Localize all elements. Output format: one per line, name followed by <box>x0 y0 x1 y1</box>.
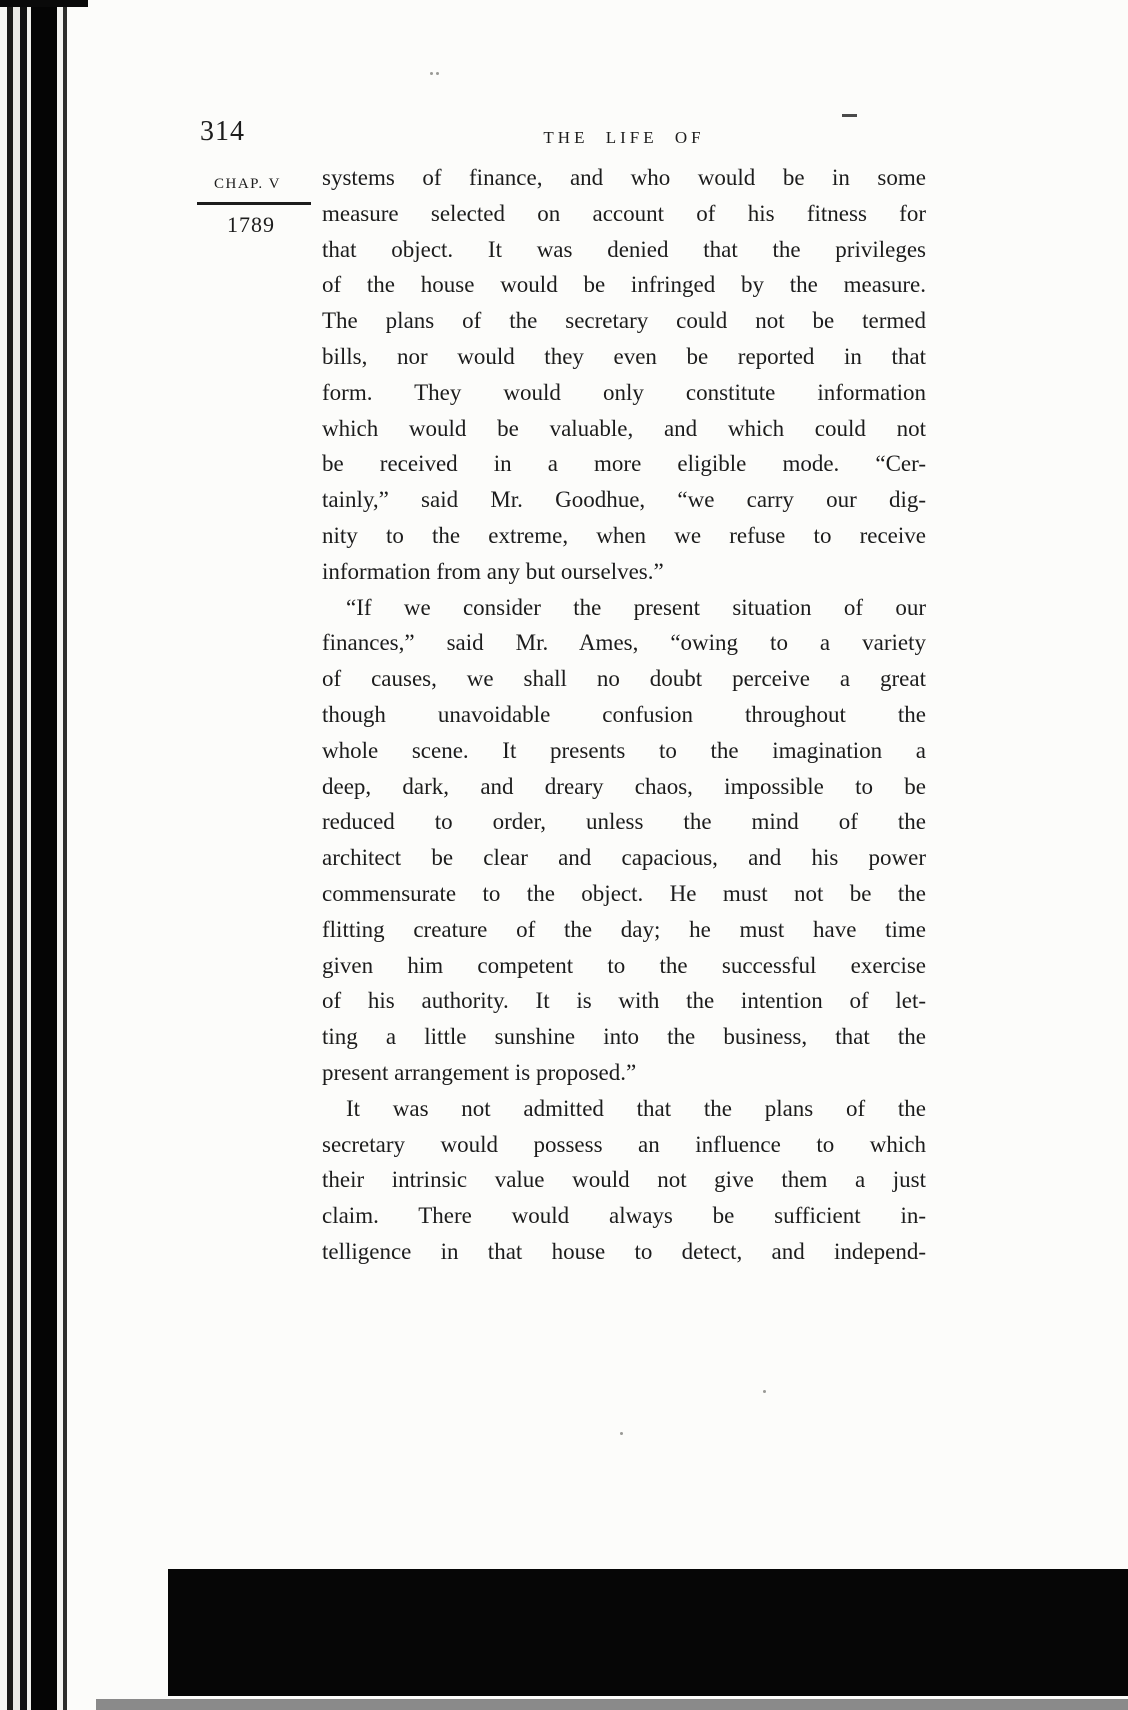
text-line: “If we consider the present situation of our <box>346 594 926 620</box>
margin-year-label: 1789 <box>227 212 275 237</box>
paragraph <box>322 590 926 1091</box>
text-line: secretary would possess an influence to which <box>322 1131 926 1157</box>
scan-speck <box>620 1432 623 1435</box>
text-line: systems of finance, and who would be in some <box>322 165 926 190</box>
scan-speck <box>436 72 439 75</box>
text-line: information from any but ourselves.” <box>322 558 664 584</box>
scan-speck <box>763 1390 766 1393</box>
scan-speck <box>430 72 433 75</box>
text-line: commensurate to the object. He must not be the <box>322 880 926 906</box>
text-line: bills, nor would they even be reported in that <box>322 343 926 369</box>
text-line: It was not admitted that the plans of the <box>346 1095 926 1121</box>
page-number: 314 <box>200 116 245 147</box>
text-line: of his authority. It is with the intention of let- <box>322 988 926 1014</box>
text-line: form. They would only constitute information <box>322 379 926 405</box>
text-line: be received in a more eligible mode. “Cer- <box>322 451 926 477</box>
scan-artifact <box>0 0 88 7</box>
text-line: tainly,” said Mr. Goodhue, “we carry our dig- <box>322 487 926 513</box>
text-line: that object. It was denied that the privileges <box>322 236 926 262</box>
margin-chapter-label: CHAP. V <box>214 176 281 192</box>
text-line: measure selected on account of his fitness for <box>322 200 926 226</box>
text-line: of the house would be infringed by the measure. <box>322 272 926 298</box>
margin-rule <box>197 202 311 205</box>
scan-artifact-bottom-strip <box>96 1699 1128 1710</box>
text-line: their intrinsic value would not give them a just <box>322 1167 926 1193</box>
text-line: claim. There would always be sufficient in- <box>322 1203 926 1229</box>
text-line: flitting creature of the day; he must have time <box>322 916 926 942</box>
binding-gutter-artifact <box>0 0 78 1710</box>
running-header: THE LIFE OF <box>543 128 705 147</box>
text-line: finances,” said Mr. Ames, “owing to a variety <box>322 630 926 656</box>
text-line: reduced to order, unless the mind of the <box>322 809 926 835</box>
scan-artifact-bottom-bar <box>168 1569 1128 1696</box>
text-line: telligence in that house to detect, and independ- <box>322 1238 926 1264</box>
text-line: which would be valuable, and which could not <box>322 415 926 441</box>
scan-artifact <box>842 114 857 117</box>
text-line: nity to the extreme, when we refuse to receive <box>322 522 926 548</box>
text-line: present arrangement is proposed.” <box>322 1059 637 1085</box>
paragraph <box>322 160 926 590</box>
text-line: though unavoidable confusion throughout the <box>322 701 926 727</box>
text-line: The plans of the secretary could not be termed <box>322 308 926 334</box>
text-line: architect be clear and capacious, and his power <box>322 845 926 871</box>
text-line: deep, dark, and dreary chaos, impossible to be <box>322 773 926 799</box>
paragraph <box>322 1091 926 1270</box>
text-line: of causes, we shall no doubt perceive a great <box>322 666 926 692</box>
body-text <box>322 160 926 1270</box>
text-line: ting a little sunshine into the business, that the <box>322 1024 926 1050</box>
text-line: whole scene. It presents to the imagination a <box>322 737 926 763</box>
text-line: given him competent to the successful exercise <box>322 952 926 978</box>
